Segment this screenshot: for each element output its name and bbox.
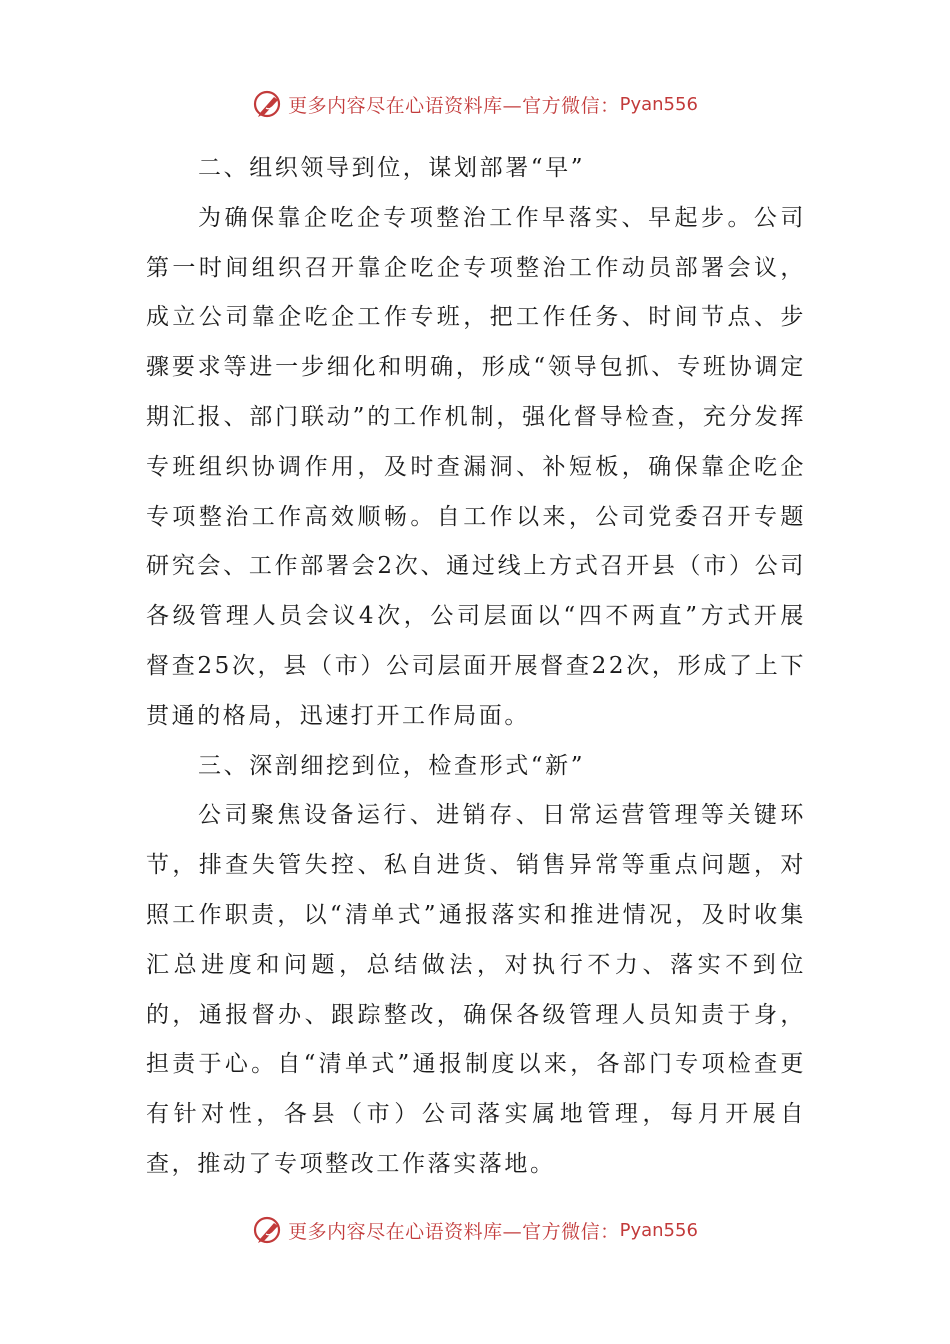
watermark-text: 更多内容尽在心语资料库—官方微信：: [288, 1220, 620, 1243]
document-body: [146, 144, 806, 1190]
body-paragraph: 为确保靠企吃企专项整治工作早落实、早起步。公司第一时间组织召开靠企吃企专项整治工作动员部署会议，成立公司靠企吃企工作专班，把工作任务、时间节点、步骤要求等进一步细化和明确，形成“领导包抓、专班协调定期汇报、部门联动”的工作机制，强化督导检查，充分发挥专班组织协调作用，及时查漏洞、补短板，确保靠企吃企专项整治工作高效顺畅。自工作以来，公司党委召开专题研究会、工作部署会2次、通过线上方式召开县（市）公司各级管理人员会议4次，公司层面以“四不两直”方式开展督查25次，县（市）公司层面开展督查22次，形成了上下贯通的格局，迅速打开工作局面。: [146, 204, 806, 729]
watermark-account: Pyan556: [619, 1219, 698, 1241]
header-watermark: [0, 86, 950, 122]
section-heading-2: 二、组织领导到位，谋划部署“早”: [198, 155, 586, 181]
footer-watermark: [0, 1212, 950, 1248]
section-heading-3: 三、深剖细挖到位，检查形式“新”: [198, 752, 586, 779]
watermark-account: Pyan556: [619, 93, 698, 115]
body-paragraph: 公司聚焦设备运行、进销存、日常运营管理等关键环节，排查失管失控、私自进货、销售异常等重点问题，对照工作职责，以“清单式”通报落实和推进情况，及时收集汇总进度和问题，总结做法，对执行不力、落实不到位的，通报督办、跟踪整改，确保各级管理人员知责于身，担责于心。自“清单式”通报制度以来，各部门专项检查更有针对性，各县（市）公司落实属地管理，每月开展自查，推动了专项整改工作落实落地。: [146, 802, 806, 1177]
watermark-text: 更多内容尽在心语资料库—官方微信：: [288, 94, 620, 117]
pen-logo-icon: [252, 1214, 284, 1246]
pen-logo-icon: [252, 88, 284, 120]
